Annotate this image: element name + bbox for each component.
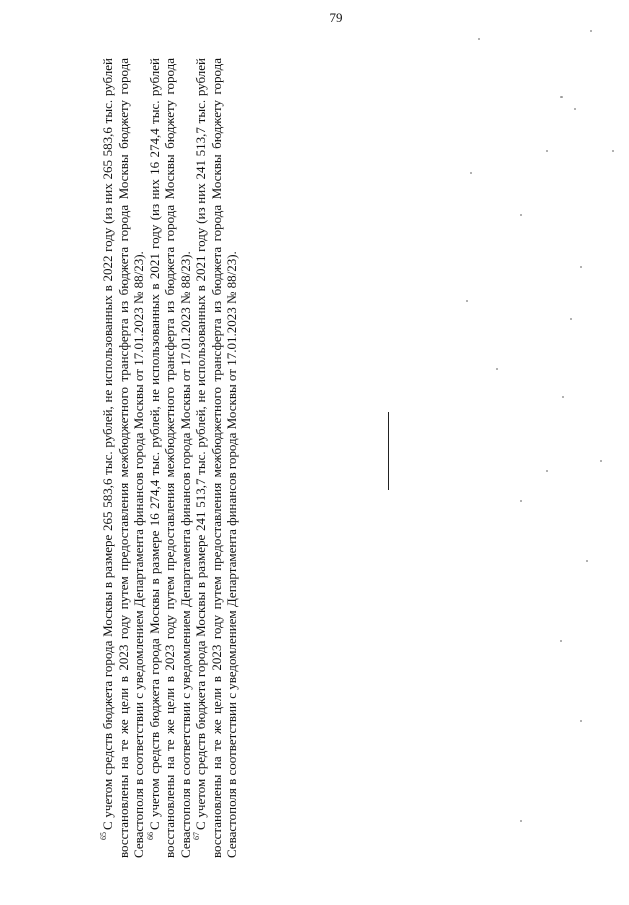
footnotes-block: [100, 58, 286, 858]
footnote-66: [147, 58, 194, 858]
footnotes-rotated: [100, 58, 286, 858]
footnote-text: С учетом средств бюджета города Москвы в размере 241 513,7 тыс. рублей, не использованных в 2021 году (из них 241 513,7 тыс. рублей восстановлены на те же цели в 2023 году путем предоставления межбюджетного трансферта из бюджета города Москвы бюджету города Севастополя в соответствии с уведомлением Департамента финансов города Москвы от 17.01.2023 № 88/23).: [193, 58, 239, 858]
footnote-marker: 67: [192, 832, 201, 840]
footnote-67: [193, 58, 240, 858]
footnote-marker: 65: [99, 832, 108, 840]
footnote-separator-line: [388, 412, 389, 490]
footnote-text: С учетом средств бюджета города Москвы в размере 265 583,6 тыс. рублей, не использованных в 2022 году (из них 265 583,6 тыс. рублей восстановлены на те же цели в 2023 году путем предоставления межбюджетного трансферта из бюджета города Москвы бюджету города Севастополя в соответствии с уведомлением Департамента финансов города Москвы от 17.01.2023 № 88/23).: [100, 58, 146, 858]
page-number: 79: [329, 10, 343, 25]
footnote-text: С учетом средств бюджета города Москвы в размере 16 274,4 тыс. рублей, не использованных в 2021 году (из них 16 274,4 тыс. рублей восстановлены на те же цели в 2023 году путем предоставления межбюджетного трансферта из бюджета города Москвы бюджету города Севастополя в соответствии с уведомлением Департамента финансов города Москвы от 17.01.2023 № 88/23).: [146, 58, 193, 858]
footnote-marker: 66: [145, 832, 155, 840]
footnote-65: [100, 58, 147, 858]
